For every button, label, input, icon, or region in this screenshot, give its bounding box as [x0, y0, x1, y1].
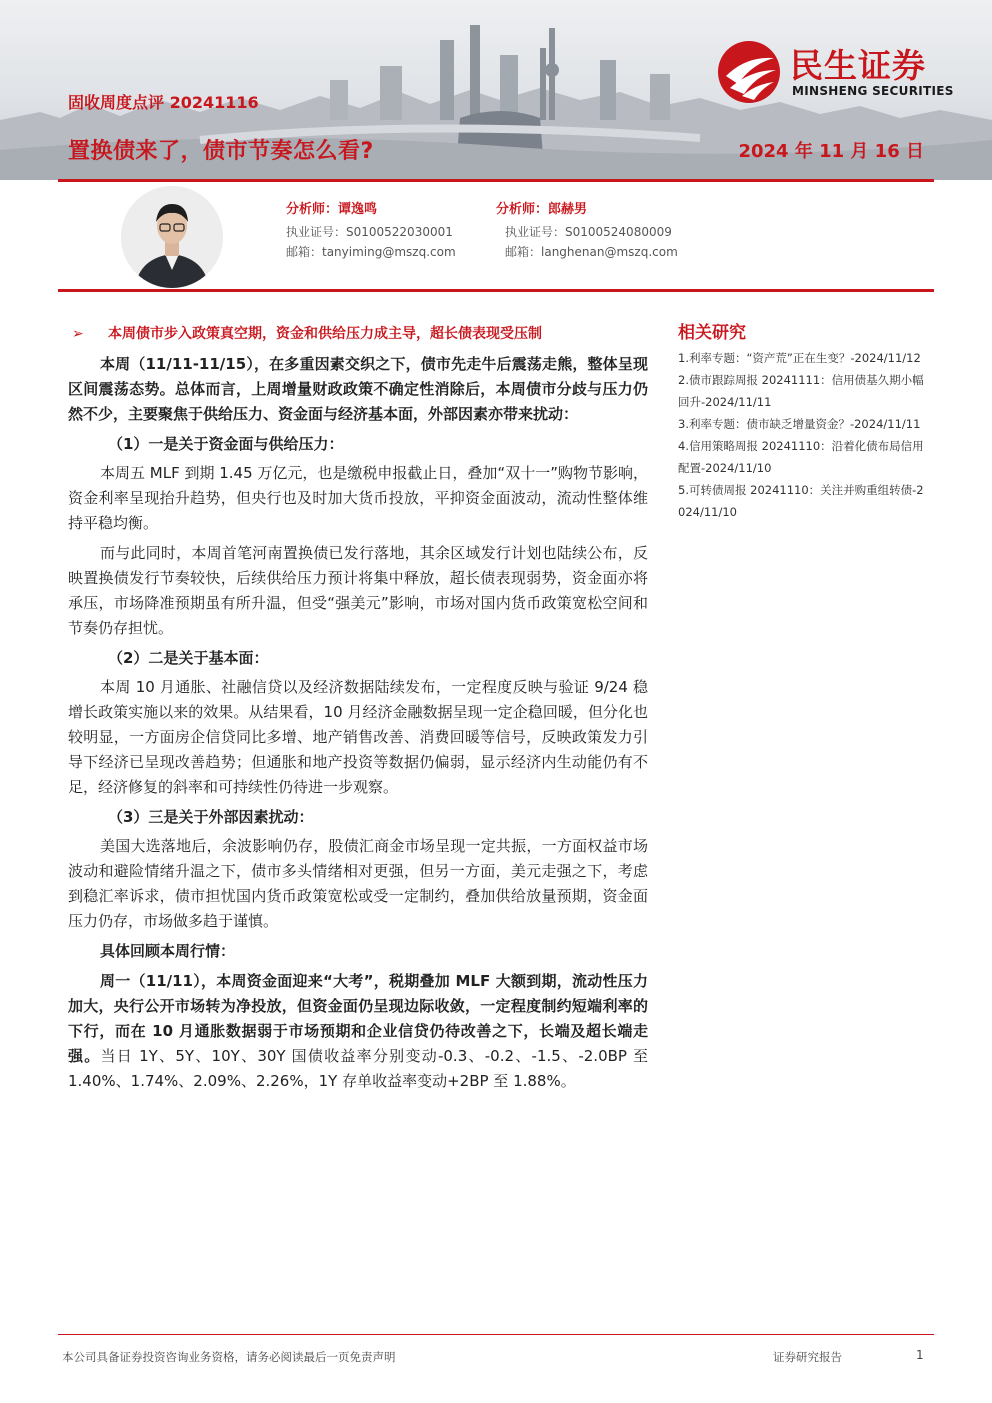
- related-research-title: 相关研究: [678, 323, 746, 343]
- monday-rest-text: 当日 1Y、5Y、10Y、30Y 国债收益率分别变动-0.3、-0.2、-1.5、-2.0BP 至 1.40%、1.74%、2.09%、2.26%，1Y 存单收益率变动+2BP 至 1.88%。: [68, 1047, 648, 1090]
- report-body: [68, 320, 648, 1099]
- logo-chinese-name: 民生证券: [790, 46, 926, 85]
- footer-disclaimer: 本公司具备证券投资咨询业务资格，请务必阅读最后一页免责声明: [62, 1350, 396, 1364]
- paragraph-external: 美国大选落地后，余波影响仍存，股债汇商金市场呈现一定共振，一方面权益市场波动和避险情绪升温之下，债市多头情绪相对更强，但另一方面，美元走强之下，考虑到稳汇率诉求，债市担忧国内货币政策宽松或受一定制约，叠加供给放量预期，资金面压力仍存，市场做多趋于谨慎。: [68, 837, 648, 930]
- analyst-email: 邮箱：tanyiming@mszq.com: [286, 245, 456, 259]
- minsheng-logo-icon: [716, 40, 782, 104]
- report-date: 2024 年 11 月 16 日: [738, 141, 924, 162]
- analyst-avatar: [121, 186, 223, 288]
- analyst-cert: 执业证号：S0100524080009: [505, 225, 672, 239]
- section-heading-external: （3）三是关于外部因素扰动：: [108, 808, 314, 826]
- footer-divider: [58, 1334, 934, 1335]
- arrow-bullet-icon: ➢: [72, 326, 84, 342]
- summary-heading-text: 本周债市步入政策真空期，资金和供给压力成主导，超长债表现受压制: [108, 326, 542, 342]
- report-title: 置换债来了，债市节奏怎么看?: [68, 139, 374, 164]
- analyst-name: 分析师：郎赫男: [496, 202, 588, 217]
- logo-english-name: MINSHENG SECURITIES: [792, 84, 954, 98]
- report-header: [0, 0, 992, 180]
- analyst-divider: [58, 289, 934, 292]
- paragraph-fundamentals: 本周 10 月通胀、社融信贷以及经济数据陆续发布，一定程度反映与验证 9/24 稳增长政策实施以来的效果。从结果看，10 月经济金融数据呈现一定企稳回暖，但分化也较明显，一方面房企信贷同比多增、地产销售改善、消费回暖等信号，反映政策发力引导下经济已呈现改善趋势；但通胀和地产投资等数据仍偏弱，显示经济内生动能仍有不足，经济修复的斜率和可持续性仍待进一步观察。: [68, 678, 648, 796]
- page-number: 1: [916, 1348, 924, 1362]
- minsheng-logo: [716, 40, 966, 104]
- analyst-card-1: [286, 200, 456, 262]
- analyst-cert: 执业证号：S0100522030001: [286, 225, 453, 239]
- related-research-item[interactable]: 4.信用策略周报 20241110：沿着化债布局信用配置-2024/11/10: [678, 439, 924, 475]
- report-type-label: 固收周度点评 20241116: [68, 93, 259, 112]
- section-heading-liquidity: （1）一是关于资金面与供给压力：: [108, 435, 344, 453]
- related-research-item[interactable]: 1.利率专题：“资产荒”正在生变？-2024/11/12: [678, 351, 921, 365]
- monday-bold-text: 周一（11/11），本周资金面迎来“大考”，税期叠加 MLF 大额到期，流动性压力加大，央行公开市场转为净投放，但资金面仍呈现边际收敛，一定程度制约短端利率的下行，而在 10 月通胀数据弱于市场预期和企业信贷仍待改善之下，长端及超长端走强。: [68, 972, 648, 1065]
- paragraph-monday: [68, 969, 648, 1094]
- footer-doc-type: 证券研究报告: [773, 1350, 842, 1364]
- review-heading: 具体回顾本周行情：: [100, 942, 236, 960]
- paragraph-supply: 而与此同时，本周首笔河南置换债已发行落地，其余区域发行计划也陆续公布，反映置换债发行节奏较快，后续供给压力预计将集中释放，超长债表现弱势，资金面亦将承压，市场降准预期虽有所升温，但受“强美元”影响，市场对国内货币政策宽松空间和节奏仍存担忧。: [68, 544, 648, 637]
- related-research-item[interactable]: 5.可转债周报 20241110：关注并购重组转债-2024/11/10: [678, 483, 924, 519]
- paragraph-liquidity: 本周五 MLF 到期 1.45 万亿元，也是缴税申报截止日，叠加“双十一”购物节影响，资金利率呈现抬升趋势，但央行也及时加大货币投放，平抑资金面波动，流动性整体维持平稳均衡。: [68, 464, 648, 532]
- analyst-card-2: [496, 200, 678, 262]
- related-research-item[interactable]: 2.债市跟踪周报 20241111：信用债基久期小幅回升-2024/11/11: [678, 373, 924, 409]
- header-divider: [58, 179, 934, 182]
- related-research-panel: [678, 318, 928, 523]
- intro-paragraph: 本周（11/11-11/15），在多重因素交织之下，债市先走牛后震荡走熊，整体呈现区间震荡态势。总体而言，上周增量财政政策不确定性消除后，本周债市分歧与压力仍然不少，主要聚焦于供给压力、资金面与经济基本面，外部因素亦带来扰动：: [68, 355, 648, 423]
- related-research-item[interactable]: 3.利率专题：债市缺乏增量资金？-2024/11/11: [678, 417, 921, 431]
- summary-heading: [68, 320, 648, 348]
- analyst-name: 分析师：谭逸鸣: [286, 202, 378, 217]
- analyst-email: 邮箱：langhenan@mszq.com: [505, 245, 678, 259]
- analyst-photo: [121, 186, 223, 288]
- section-heading-fundamentals: （2）二是关于基本面：: [108, 649, 269, 667]
